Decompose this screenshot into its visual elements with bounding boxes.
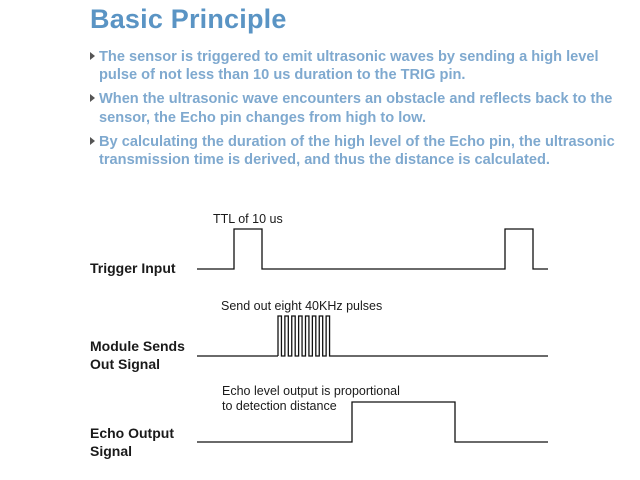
pulses-annotation: Send out eight 40KHz pulses	[221, 299, 383, 313]
module-signal-label-line1: Module Sends	[90, 338, 185, 354]
ttl-annotation: TTL of 10 us	[213, 212, 283, 226]
bullet-text: By calculating the duration of the high level of the Echo pin, the ultrasonic transmission time is derived, and thus the distance is calculated.	[99, 133, 615, 169]
echo-annotation-line2: to detection distance	[222, 399, 337, 413]
bullet-text: The sensor is triggered to emit ultrasonic waves by sending a high level pulse of not less than 10 us duration to the TRIG pin.	[99, 49, 599, 84]
page-title: Basic Principle	[90, 4, 287, 34]
echo-signal-label-line1: Echo Output	[90, 425, 174, 441]
module-signal-label-line2: Out Signal	[90, 356, 160, 372]
module-waveform	[197, 316, 548, 356]
echo-annotation-line1: Echo level output is proportional	[222, 384, 400, 398]
module-pulse-burst	[278, 316, 333, 356]
echo-signal-label-line2: Signal	[90, 443, 133, 459]
trigger-input-label: Trigger Input	[90, 260, 176, 276]
bullet-text: When the ultrasonic wave encounters an obstacle and reflects back to the sensor, the Echo pin changes from high to low.	[99, 91, 613, 126]
trigger-waveform	[197, 229, 548, 269]
echo-waveform	[197, 402, 548, 442]
